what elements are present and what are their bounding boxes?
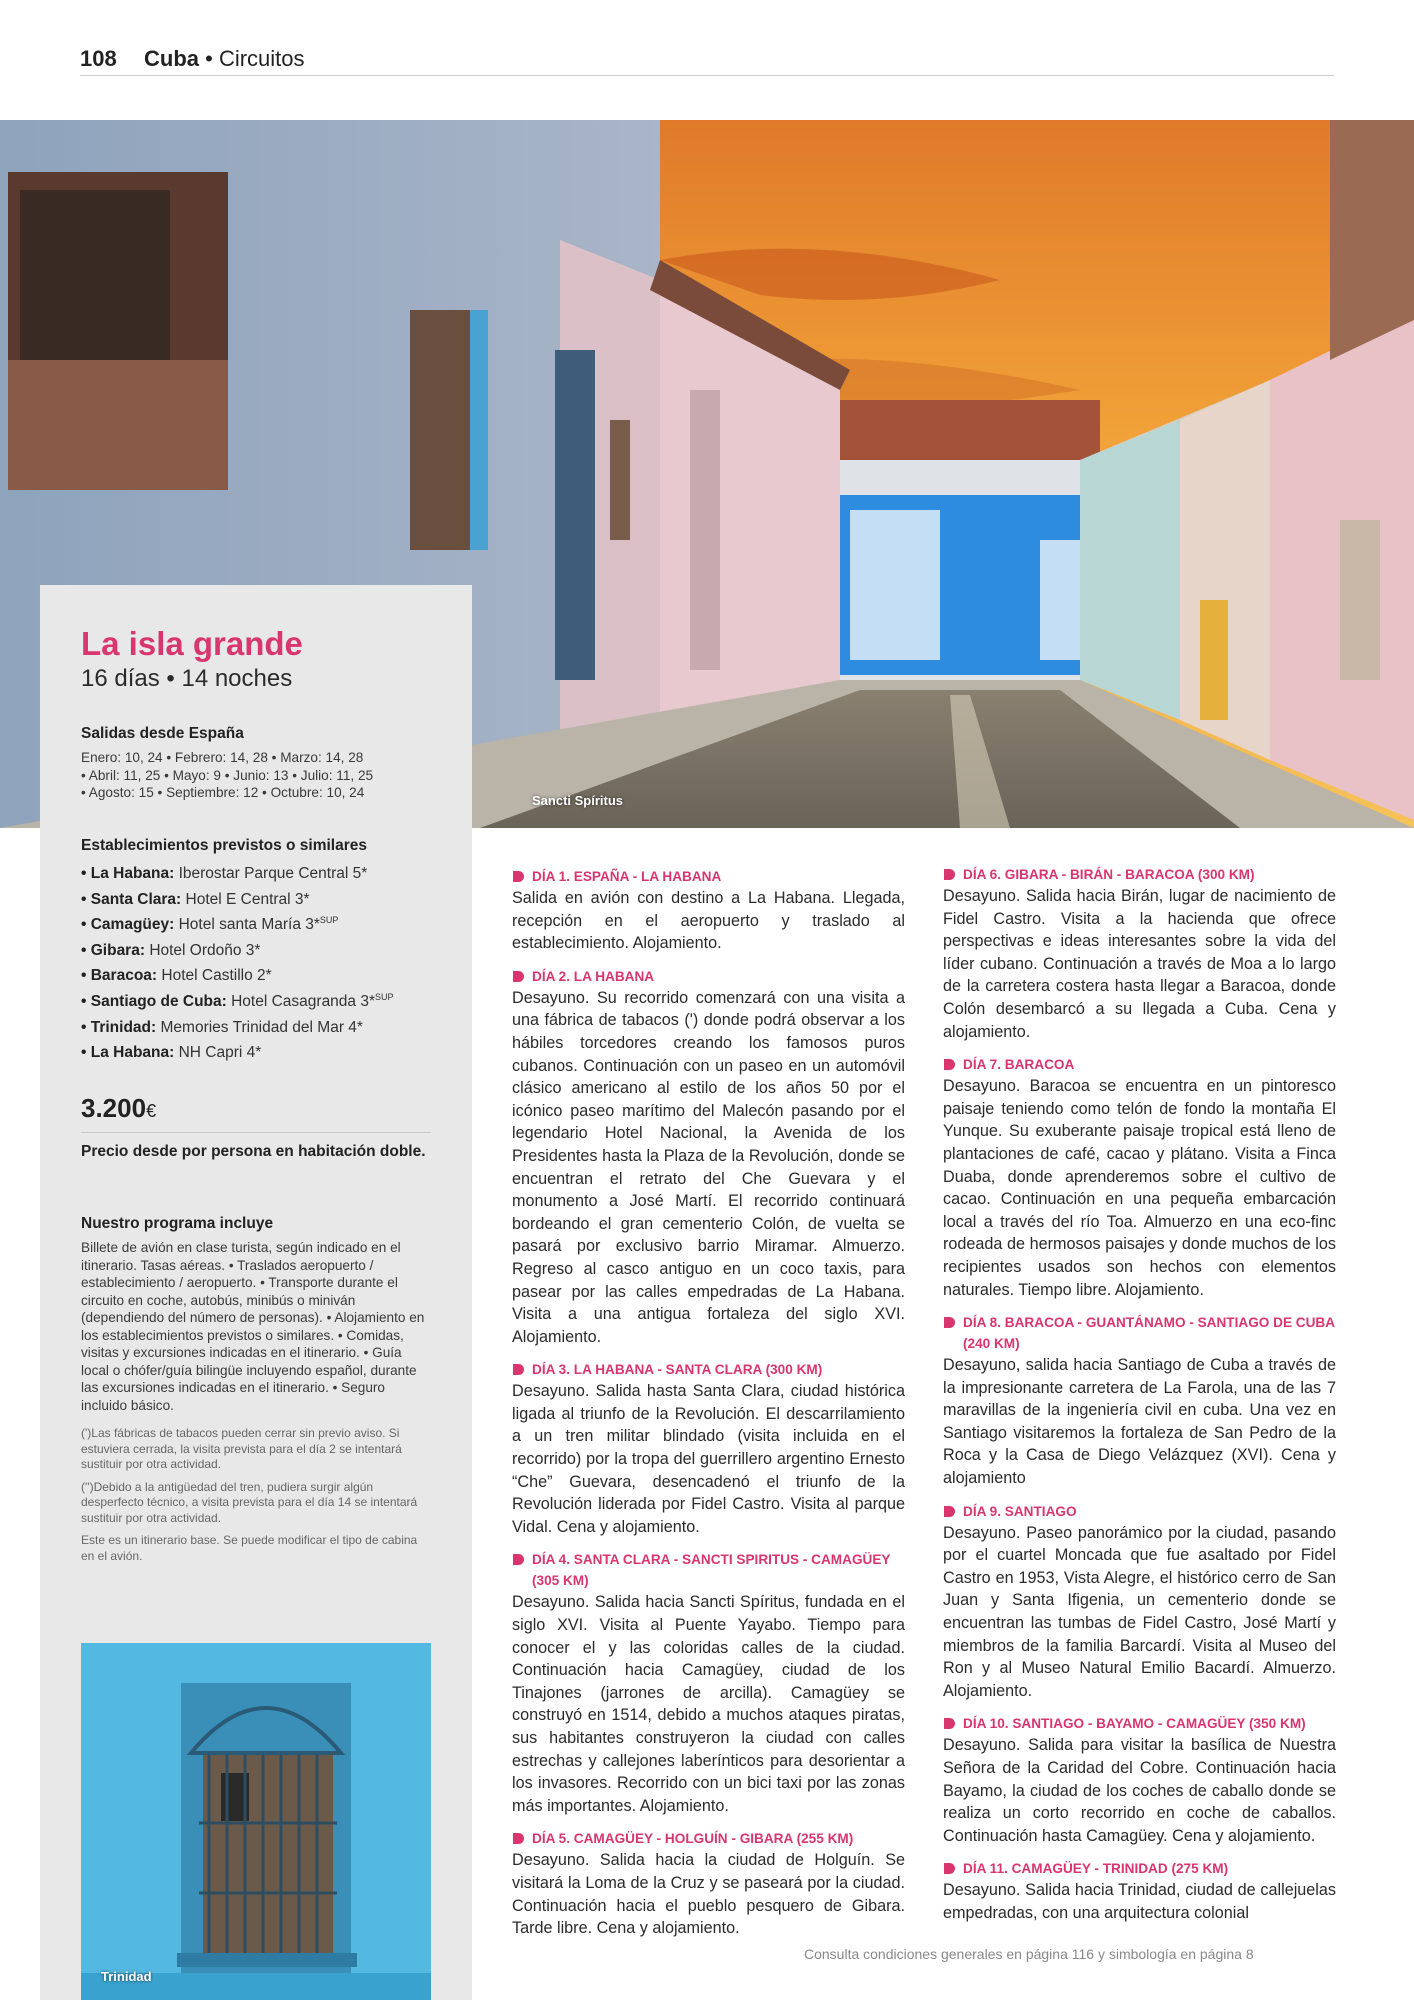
hotel-name: Hotel Casagranda 3* [231,992,376,1010]
price-currency: € [146,1101,157,1121]
destination-label: Cuba [144,46,199,71]
itinerary-column-2 [943,864,1336,1936]
trinidad-photo [81,1643,431,2000]
day-text: Salida en avión con destino a La Habana. Llegada, recepción en el aeropuerto y traslado al establecimiento. Alojamiento. [512,889,905,953]
footnote: ('')Debido a la antigüedad del tren, pudiera surgir algún desperfecto técnico, a visita prevista para el día 14 se intentará sustituir por otra actividad. [81,1479,418,1525]
itinerary-day [943,864,1336,1043]
departures-section [81,725,431,802]
price-section [81,1093,431,1162]
hotels-heading: Establecimientos previstos o similares [81,837,368,854]
hotel-city: • La Habana: [81,865,175,882]
itinerary-day [943,1858,1336,1924]
hotel-city: • Trinidad: [81,1018,157,1036]
departures-heading: Salidas desde España [81,725,244,742]
hotel-item [81,1015,431,1041]
itinerary-day [512,966,905,1349]
day-heading: DÍA 6. GIBARA - BIRÁN - BARACOA (300 KM) [943,864,1336,885]
departures-line: • Agosto: 15 • Septiembre: 12 • Octubre: 10, 24 [81,785,365,800]
page-number: 108 [80,46,117,71]
day-heading: DÍA 11. CAMAGÜEY - TRINIDAD (275 KM) [943,1858,1336,1879]
itinerary-day [512,1828,905,1939]
hotel-name: Iberostar Parque Central 5* [178,865,368,882]
price-value: 3.200 [81,1093,147,1123]
includes-heading: Nuestro programa incluye [81,1215,274,1232]
day-heading: DÍA 10. SANTIAGO - BAYAMO - CAMAGÜEY (350 KM) [943,1713,1336,1734]
hotel-item [81,989,431,1015]
price-note: Precio desde por persona en habitación doble. [81,1143,426,1160]
footnotes [81,1426,431,1564]
itinerary-day [943,1312,1336,1490]
hotel-sup: SUP [319,915,339,926]
hotel-city: • Baracoa: [81,967,158,985]
day-text: Desayuno. Salida hacia la ciudad de Holguín. Se visitará la Loma de la Cruz y se paseará por la ciudad. Continuación hacia el pueblo pesquero de Gibara. Tarde libre. Cena y alojamiento. [512,1851,905,1938]
hero-caption: Sancti Spíritus [532,793,624,808]
hotel-name: Hotel Castillo 2* [161,967,272,985]
hotels-list [81,861,431,1066]
page-header [80,44,1334,76]
day-heading: DÍA 2. LA HABANA [512,966,905,987]
trip-info-panel [40,585,472,2000]
page-footer: Consulta condiciones generales en página 116 y simbología en página 8 [804,1946,1254,1962]
hotel-item [81,963,431,989]
hotels-section [81,837,431,1066]
includes-section [81,1215,431,1571]
day-text: Desayuno. Salida hacia Sancti Spíritus, fundada en el siglo XVI. Visita al Puente Yayabo. Tiempo para conocer el y las coloridas calles de la ciudad. Continuación hacia Camagüey, ciudad de los Tinajones (jarrones de arcilla). Camagüey se construyó en 1514, debido a muchos ataques piratas, sus habitantes construyeron la ciudad con calles estrechas y callejones laberínticos para desorientar a los invasores. Recorrido con un bici taxi por las zonas más importantes. Alojamiento. [512,1593,905,1815]
footnote: Este es un itinerario base. Se puede modificar el tipo de cabina en el avión. [81,1533,418,1563]
day-text: Desayuno. Paseo panorámico por la ciudad, pasando por el cuartel Moncada que fue asaltado por Fidel Castro en 1953, Vista Alegre, el histórico cerro de San Juan y Santa Ifigenia, un cementerio donde se encuentran las tumbas de Fidel Castro, José Martí y miembros de la familia Barcardí. Visita al Museo del Ron y al Museo Natural Emilio Bacardí. Almuerzo. Alojamiento. [943,1523,1336,1700]
departures-line: Enero: 10, 24 • Febrero: 14, 28 • Marzo: 14, 28 [81,750,364,765]
day-text: Desayuno. Salida hasta Santa Clara, ciudad histórica ligada al triunfo de la Revolución. El descarrilamiento a un tren militar blindado (visita incluida en el recorrido) por la tropa del guerrillero argentino Ernesto “Che” Guevara, desencadenó el triunfo de la Revolución liderada por Fidel Castro. Visita al parque Vidal. Cena y alojamiento. [512,1382,905,1536]
departures-line: • Abril: 11, 25 • Mayo: 9 • Junio: 13 • Julio: 11, 25 [81,767,374,783]
hotel-sup: SUP [375,991,394,1002]
day-text: Desayuno. Salida hacia Trinidad, ciudad de callejuelas empedradas, con una arquitectura colonial [943,1881,1336,1922]
itinerary-day [512,866,905,955]
itinerary-day [943,1713,1336,1847]
day-heading: DÍA 1. ESPAÑA - LA HABANA [512,866,905,887]
day-text: Desayuno. Salida hacia Birán, lugar de nacimiento de Fidel Castro. Visita a la hacienda que ofrece perspectivas e ideas interesantes sobre la vida del líder cubano. Continuación a través de Moa a lo largo de la carretera costera hasta llegar a Baracoa, donde Colón desembarcó a su llegada a Cuba. Cena y alojamiento. [943,887,1336,1041]
footnote: (')Las fábricas de tabacos pueden cerrar sin previo aviso. Si estuviera cerrada, la visita prevista para el día 2 se intentará sustituir por otra actividad. [81,1426,402,1471]
itinerary-day [512,1549,905,1817]
hotel-city: • La Habana: [81,1044,175,1062]
itinerary-day [943,1054,1336,1301]
hotel-city: • Santiago de Cuba: [81,992,227,1010]
day-heading: DÍA 3. LA HABANA - SANTA CLARA (300 KM) [512,1359,905,1380]
day-heading: DÍA 9. SANTIAGO [943,1501,1336,1522]
itinerary-column-1 [512,866,905,1951]
hotel-name: NH Capri 4* [178,1044,262,1062]
day-text: Desayuno. Su recorrido comenzará con una visita a una fábrica de tabacos (') donde podrá observar a los hábiles torcedores creando los famosos puros cubanos. Continuación con un paseo en un automóvil clásico americano al estilo de los años 50 por el icónico paseo marítimo del Malecón pasando por el legendario Hotel Nacional, la Avenida de los Presidentes hasta la Plaza de la Revolución, donde se encuentran el retrato del Che Guevara y el monumento a José Martí. El recorrido continuará bordeando el gran cementerio Colón, de vuelta se pasará por exclusivo barrio Miramar. Almuerzo. Regreso al casco antiguo en un coco taxis, para pasear por las calles empedradas de La Habana. Visita a una antigua fortaleza del siglo XVI. Alojamiento. [512,988,905,1346]
day-text: Desayuno, salida hacia Santiago de Cuba a través de la impresionante carretera de La Farola, una de las 7 maravillas de la ingeniería civil en cuba. Una vez en Santiago visitaremos la fortaleza de San Pedro de la Roca y la Casa de Diego Velázquez (XVI). Cena y alojamiento [943,1356,1336,1488]
trip-duration: 16 días • 14 noches [81,665,293,692]
hotel-city: • Camagüey: [81,916,175,934]
day-text: Desayuno. Salida para visitar la basílica de Nuestra Señora de la Caridad del Cobre. Continuación hacia Bayamo, la ciudad de los coches de caballo donde se realiza un corto recorrido en coche de caballos. Continuación hasta Camagüey. Cena y alojamiento. [943,1736,1336,1845]
day-heading: DÍA 7. BARACOA [943,1054,1336,1075]
hotel-item [81,912,431,938]
hotel-name: Hotel santa María 3* [178,916,320,934]
hotel-item [81,1040,431,1066]
day-heading: DÍA 8. BARACOA - GUANTÁNAMO - SANTIAGO DE CUBA (240 KM) [943,1312,1336,1354]
hotel-name: Memories Trinidad del Mar 4* [160,1018,363,1036]
day-text: Desayuno. Baracoa se encuentra en un pintoresco paisaje teniendo como telón de fondo la montaña El Yunque. Su exuberante paisaje tropical está lleno de plantaciones de café, cacao y plátano. Visita a Finca Duaba, donde aprenderemos sobre el cultivo de cacao. Continuación en una pequeña embarcación local a través del río Toa. Almuerzo en una eco-finc rodeada de hermosos paisajes y donde muchos de los recipientes usados son hechos con elementos naturales. Tiempo libre. Alojamiento. [943,1077,1336,1299]
hotel-city: • Santa Clara: [81,890,182,908]
trinidad-caption: Trinidad [101,1969,152,1984]
itinerary-day [512,1359,905,1538]
section-label: Circuitos [218,46,305,71]
hotel-item [81,861,431,887]
title-separator: • [205,46,213,71]
day-heading: DÍA 4. SANTA CLARA - SANCTI SPIRITUS - CAMAGÜEY (305 KM) [512,1549,905,1591]
hotel-item [81,887,431,913]
hotel-name: Hotel E Central 3* [185,890,310,908]
day-heading: DÍA 5. CAMAGÜEY - HOLGUÍN - GIBARA (255 KM) [512,1828,905,1849]
includes-text: Billete de avión en clase turista, según indicado en el itinerario. Tasas aéreas. • Traslados aeropuerto / establecimiento / aeropuerto. • Transporte durante el circuito en coche, autobús, minibús o miniván (dependiendo del número de personas). • Alojamiento en los establecimientos previstos o similares. • Comidas, visitas y excursiones indicadas en el itinerario. • Guía local o chófer/guía bilingüe incluyendo español, durante las excursiones indicadas en el itinerario. • Seguro incluido básico. [81,1240,425,1413]
price-amount [81,1093,431,1133]
hotel-name: Hotel Ordoño 3* [149,941,261,959]
hotel-item [81,938,431,964]
page-section-title [144,46,305,72]
hotel-city: • Gibara: [81,941,145,959]
trip-title: La isla grande [81,625,303,662]
itinerary-day [943,1501,1336,1703]
window-illustration [81,1643,431,2000]
